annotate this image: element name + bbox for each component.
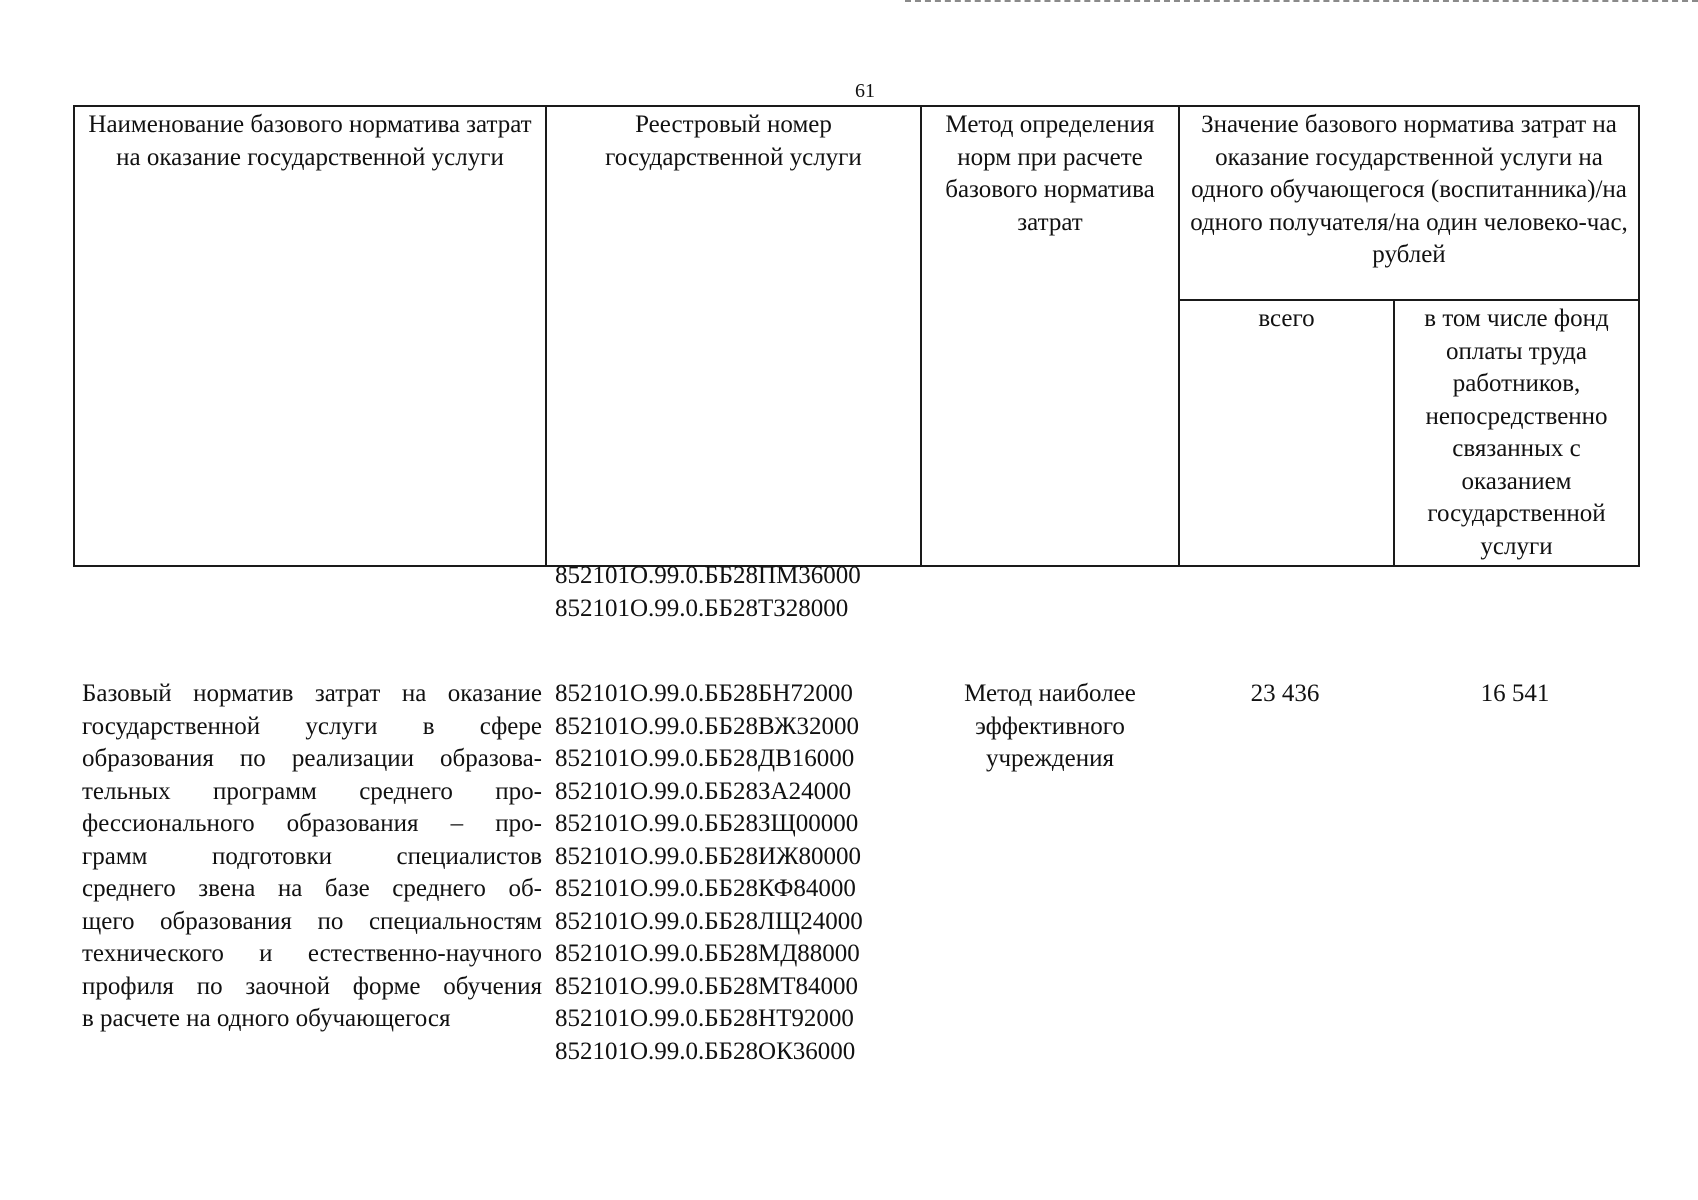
method-line: Метод наиболее	[964, 680, 1136, 707]
registry-code: 852101О.99.0.ББ28ПМ36000	[555, 562, 861, 589]
registry-code: 852101О.99.0.ББ28МТ84000	[555, 972, 859, 1000]
registry-code: 852101О.99.0.ББ28ОК36000	[555, 1037, 856, 1065]
header-cell-method: Метод определения норм при расчете базового норматива затрат	[921, 106, 1179, 566]
header-cell-value: Значение базового норматива затрат на оказание государственной услуги на одного обучающегося (воспитанника)/на одного получателя/на один человеко-час, рублей	[1179, 106, 1639, 300]
registry-code: 852101О.99.0.ББ28НТ92000	[555, 1005, 854, 1032]
service-name-line: щего образования по специальностям	[82, 907, 542, 935]
registry-code: 852101О.99.0.ББ28МД88000	[555, 940, 860, 967]
header-table	[73, 105, 1640, 567]
service-name-line: профиля по заочной форме обучения	[82, 972, 542, 1000]
service-name	[82, 678, 542, 1036]
service-name-line: образования по реализации образова-	[82, 745, 542, 772]
service-name-line: грамм подготовки специалистов	[82, 842, 542, 870]
registry-code: 852101О.99.0.ББ28ВЖ32000	[555, 712, 859, 740]
service-name-line: тельных программ среднего про-	[82, 777, 542, 805]
page-number: 61	[855, 80, 875, 102]
registry-code: 852101О.99.0.ББ28БН72000	[555, 680, 853, 707]
registry-code: 852101О.99.0.ББ28ЗА24000	[555, 777, 852, 805]
method-line: учреждения	[985, 745, 1114, 772]
header-cell-registry: Реестровый номер государственной услуги	[546, 106, 921, 566]
header-cell-fund: в том числе фонд оплаты труда работников, непосредственно связанных с оказанием государственной услуги	[1394, 300, 1639, 566]
method-line: эффективного	[975, 712, 1125, 740]
value-fund: 16 541	[1480, 680, 1550, 707]
registry-code: 852101О.99.0.ББ28ЗЩ00000	[555, 810, 859, 837]
continuation-codes	[555, 560, 915, 625]
value-total: 23 436	[1250, 680, 1320, 707]
service-name-line: в расчете на одного обучающегося	[82, 1005, 451, 1032]
service-name-line: технического и естественно-научного	[82, 940, 542, 967]
registry-code: 852101О.99.0.ББ28ИЖ80000	[555, 842, 861, 870]
registry-codes	[555, 678, 915, 1068]
header-cell-total: всего	[1179, 300, 1394, 566]
service-name-line: государственной услуги в сфере	[82, 712, 542, 740]
registry-code: 852101О.99.0.ББ28ДВ16000	[555, 745, 855, 772]
registry-code: 852101О.99.0.ББ28КФ84000	[555, 875, 856, 902]
header-cell-name: Наименование базового норматива затрат на оказание государственной услуги	[74, 106, 546, 566]
registry-code: 852101О.99.0.ББ28ЛЩ24000	[555, 907, 863, 935]
cut-line	[905, 0, 1698, 2]
service-name-line: среднего звена на базе среднего об-	[82, 875, 542, 902]
service-name-line: фессионального образования – про-	[82, 810, 542, 837]
registry-code: 852101О.99.0.ББ28ТЗ28000	[555, 594, 849, 622]
service-name-line: Базовый норматив затрат на оказание	[82, 680, 542, 707]
method	[935, 678, 1165, 776]
